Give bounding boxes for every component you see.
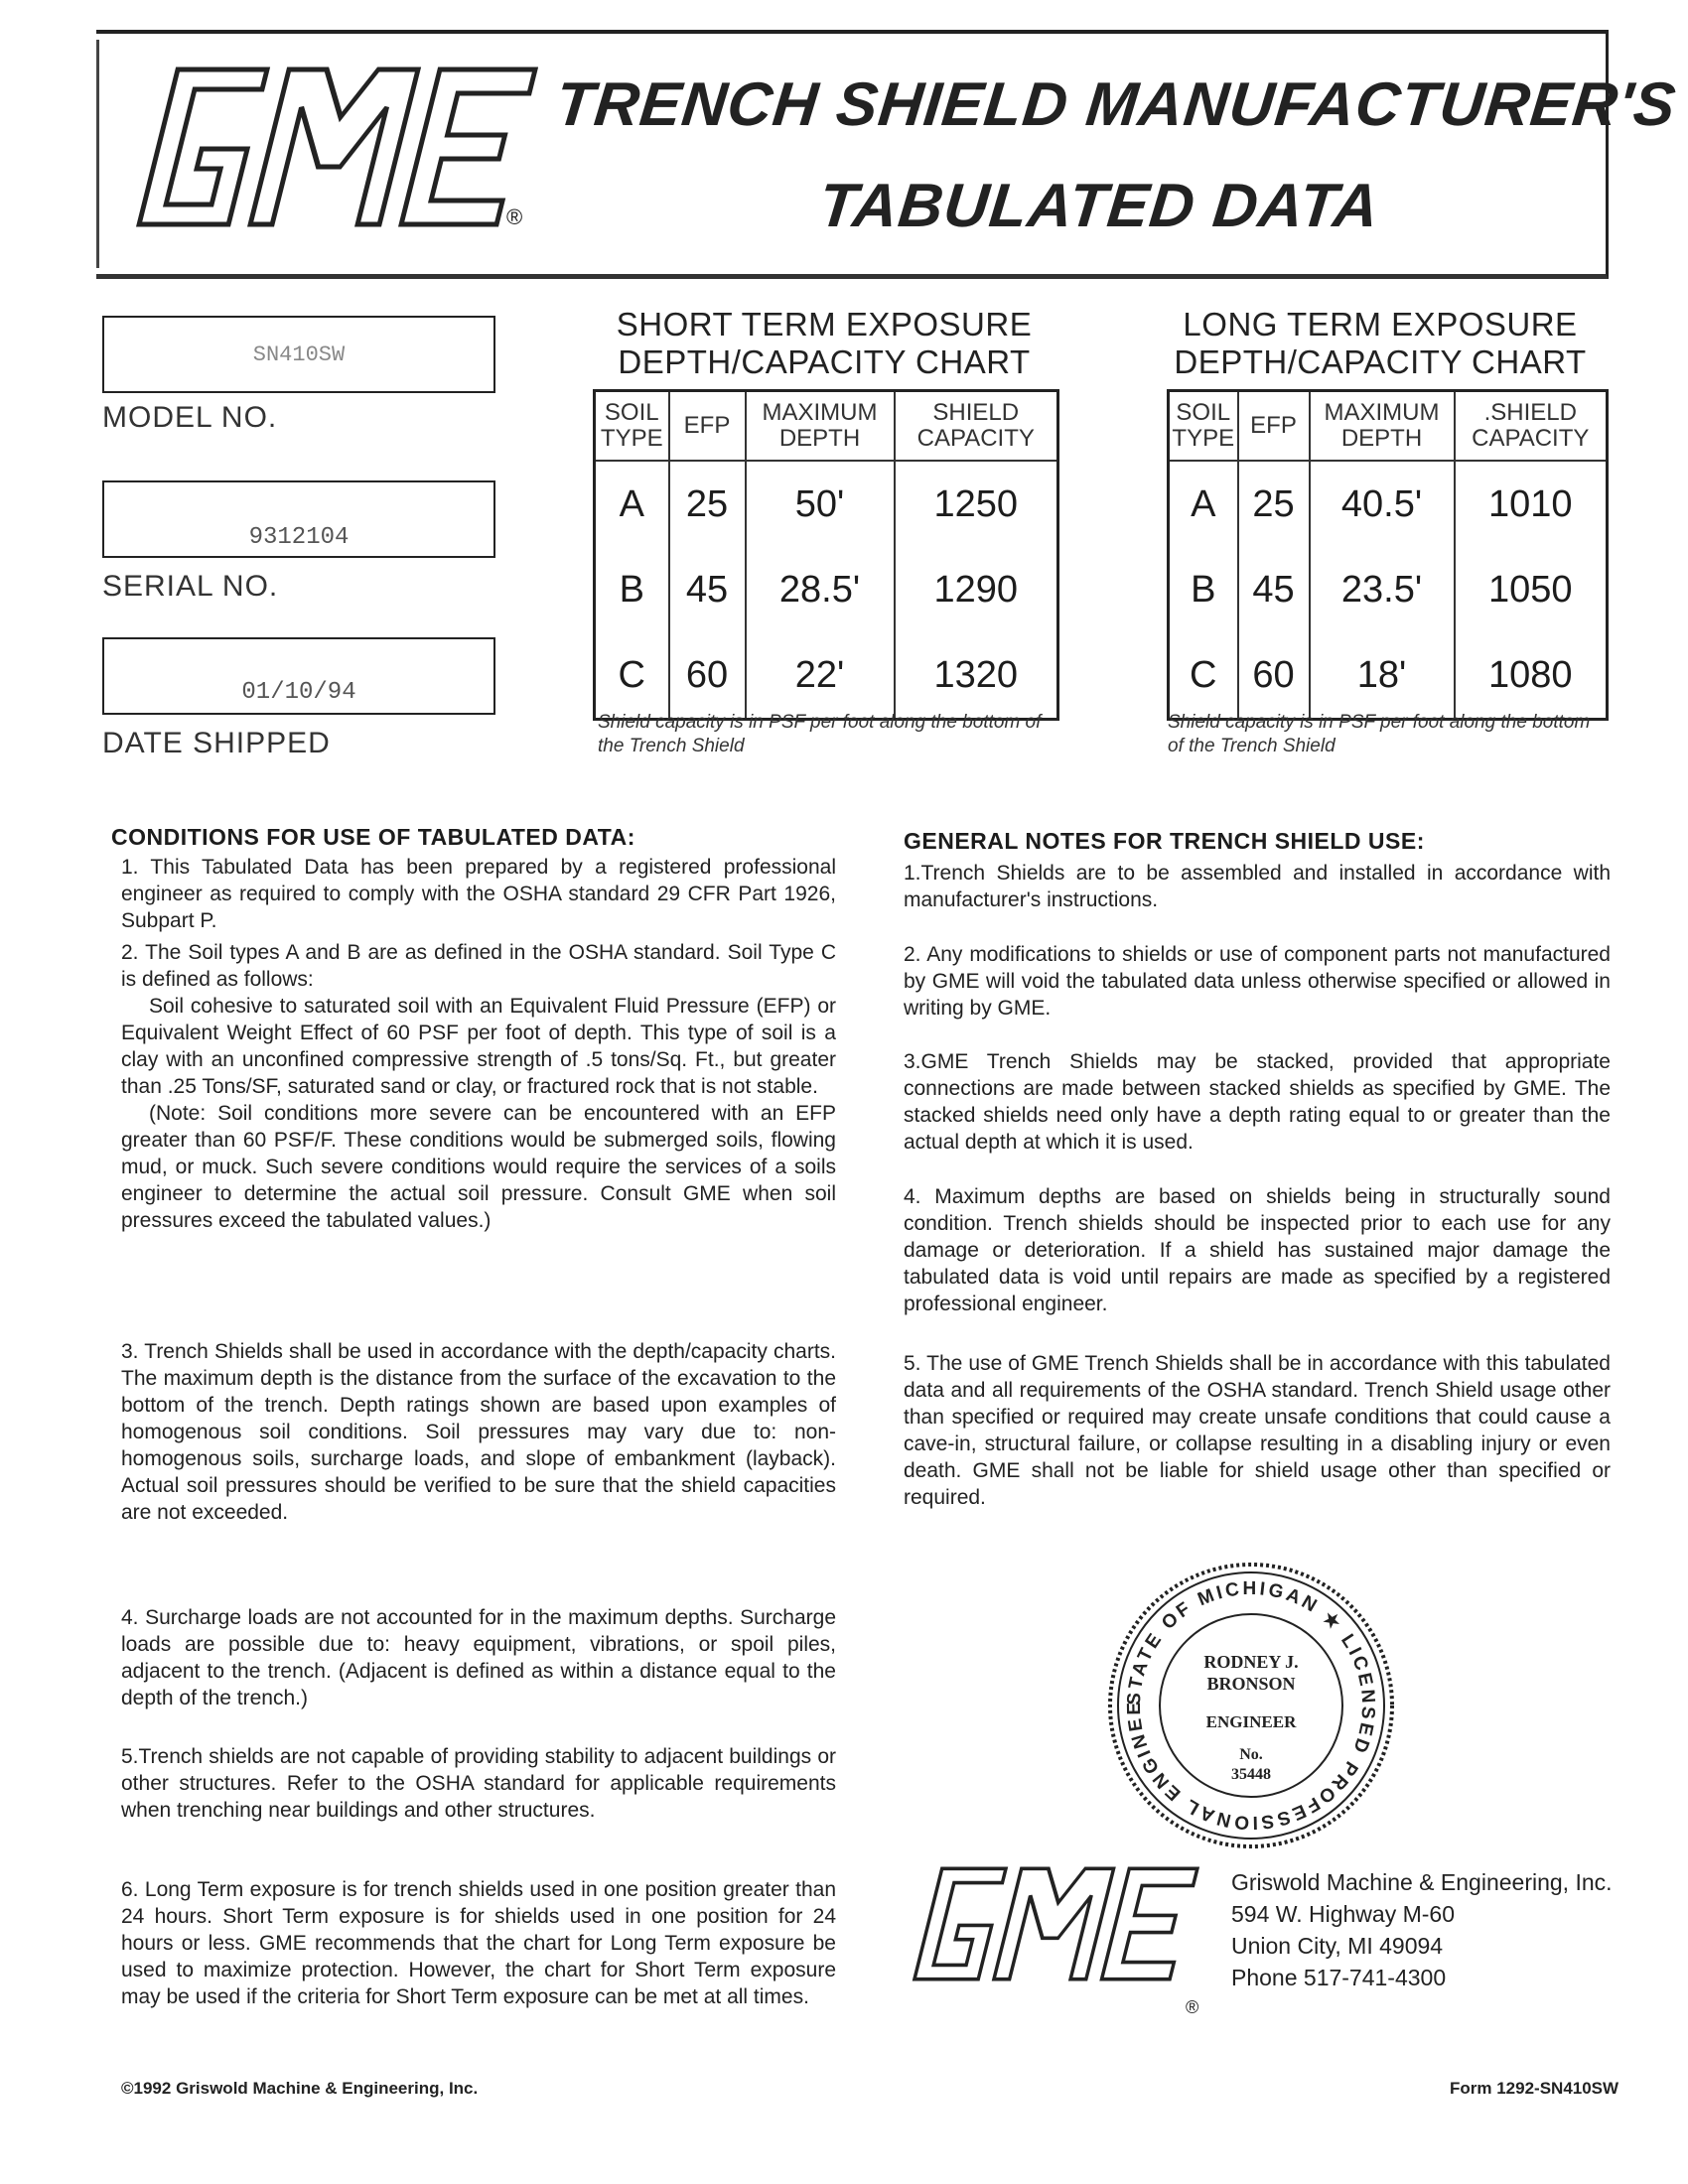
conditions-item-4: 4. Surcharge loads are not accounted for in the maximum depths. Surcharge loads are possible due to: heavy equipment, vibrations, or spoil piles, adjacent to the trench. (Adjacent is defined as within a distance equal to the depth of the trench.) [121,1606,836,1709]
date-value-box [102,637,495,715]
header-shield-capacity: .SHIELD CAPACITY [1455,391,1608,462]
gme-logo [121,58,538,236]
footer-registered-mark: ® [1186,1997,1199,2017]
header-shield-capacity: SHIELD CAPACITY [895,391,1058,462]
svg-text:STATE OF MICHIGAN ★ LICENSED P [1102,1557,1378,1833]
general-notes-heading: GENERAL NOTES FOR TRENCH SHIELD USE: [904,828,1425,854]
general-note-2: 2. Any modifications to shields or use of component parts not manufactured by GME will void the tabulated data unless otherwise specified or allowed in writing by GME. [904,943,1611,1020]
model-value-box [102,316,495,393]
seal-number: 35448 [1231,1766,1271,1783]
engineer-seal-graphic [1102,1557,1400,1854]
general-note-5: 5. The use of GME Trench Shields shall be in accordance with this tabulated data and all requirements of the OSHA standard. Trench Shield usage other than specified or required may create unsafe conditions that could cause a cave-in, structural failure, or collapse resulting in a disabling injury or even death. GME shall not be liable for shield usage other than specified or required. [904,1352,1611,1509]
header-maximum-depth: MAXIMUM DEPTH [1310,391,1455,462]
soil-type-cell: C [618,653,645,696]
table-row [1169,632,1608,720]
short-term-title-line2: DEPTH/CAPACITY CHART [618,343,1031,380]
table-row [1169,547,1608,632]
seal-no-label: No. [1239,1746,1263,1763]
soil-type-cell: B [619,568,644,611]
long-term-title [1162,306,1599,381]
header-soil-type: SOIL TYPE [595,391,669,462]
capacity-cell: 1290 [895,547,1058,632]
seal-name-line1: RODNEY J. [1203,1652,1299,1672]
efp-cell: 45 [1238,547,1310,632]
max-depth-cell: 23.5' [1310,547,1455,632]
form-number: Form 1292-SN410SW [1450,2079,1619,2098]
max-depth-cell: 22' [746,632,895,720]
serial-label: SERIAL NO. [102,570,279,603]
soil-type-cell: A [1191,482,1216,525]
general-note-1: 1.Trench Shields are to be assembled and installed in accordance with manufacturer's instructions. [904,862,1611,911]
soil-type-cell: A [619,482,644,525]
conditions-item-3: 3. Trench Shields shall be used in accordance with the depth/capacity charts. The maximum depth is the distance from the surface of the excavation to the bottom of the trench. Depth ratings shown are based upon examples of homogenous soil conditions. Soil pressures may vary due to: non-homogenous soils, surcharge loads, and slope of embankment (layback). Actual soil pressures should be verified to be sure that the shield capacities are not exceeded. [121,1340,836,1524]
capacity-cell: 1250 [895,461,1058,547]
copyright: ©1992 Griswold Machine & Engineering, Inc. [121,2079,479,2098]
conditions-item-2-intro: 2. The Soil types A and B are as defined in the OSHA standard. Soil Type C is defined as follows: [121,941,836,991]
general-note-4: 4. Maximum depths are based on shields being in structurally sound condition. Trench shields should be inspected prior to each use for any damage or deterioration. If a shield has sustained major damage the tabulated data is void until repairs are made as specified by a registered professional engineer. [904,1185,1611,1315]
seal-name-line2: BRONSON [1206,1674,1296,1694]
conditions-item-6: 6. Long Term exposure is for trench shields used in one position greater than 24 hours. Short Term exposure is for shields used in one position for 24 hours or less. GME recommends that the chart for Long Term exposure be used to maximize protection. However, the chart for Short Term exposure may be used if the criteria for Short Term exposure can be met at all times. [121,1878,836,2008]
long-term-title-line2: DEPTH/CAPACITY CHART [1174,343,1587,380]
seal-ring-text: STATE OF MICHIGAN ★ LICENSED PROFESSIONAL ENGINEE [1123,1577,1379,1834]
company-phone: Phone 517-741-4300 [1231,1965,1447,1990]
long-term-table [1167,389,1609,721]
header-soil-type: SOIL TYPE [1169,391,1238,462]
table-row [595,461,1058,547]
conditions-heading: CONDITIONS FOR USE OF TABULATED DATA: [111,824,635,850]
max-depth-cell: 28.5' [746,547,895,632]
short-term-title-line1: SHORT TERM EXPOSURE [616,306,1033,342]
conditions-item-2-soil-c: Soil cohesive to saturated soil with an Equivalent Fluid Pressure (EFP) or Equivalent Weight Effect of 60 PSF per foot of depth. This type of soil is a clay with an unconfined compressive strength of .5 tons/Sq. Ft., but greater than .25 Tons/SF, saturated sand or clay, or fractured rock that is not stable. [121,995,836,1098]
serial-value: 9312104 [248,523,350,551]
efp-cell: 25 [1238,461,1310,547]
efp-cell: 60 [1238,632,1310,720]
header-efp: EFP [1238,391,1310,462]
conditions-item-2-note: (Note: Soil conditions more severe can be encountered with an EFP greater than 60 PSF/F. These conditions would be submerged soils, flowing mud, or muck. Such severe conditions would require the services of a soils engineer to determine the actual soil pressure. Consult GME when soil pressures exceed the tabulated values.) [121,1102,836,1232]
table-header-row [595,391,1058,462]
short-term-table [593,389,1059,721]
title-line-1: TRENCH SHIELD MANUFACTURER'S [552,70,1680,139]
conditions-item-1: 1. This Tabulated Data has been prepared by a registered professional engineer as required to comply with the OSHA standard 29 CFR Part 1926, Subpart P. [121,856,836,932]
max-depth-cell: 50' [746,461,895,547]
conditions-item-2 [121,939,836,1234]
soil-type-cell: B [1191,568,1216,611]
gme-footer-logo-graphic [902,1854,1199,1993]
model-label: MODEL NO. [102,401,278,434]
gme-footer-logo [902,1854,1199,1993]
engineer-seal [1102,1557,1400,1854]
short-term-title [586,306,1062,381]
date-value: 01/10/94 [241,678,356,706]
model-value: SN410SW [252,341,346,367]
title-line-2: TABULATED DATA [815,172,1383,240]
long-term-title-line1: LONG TERM EXPOSURE [1183,306,1578,342]
table-header-row [1169,391,1608,462]
registered-mark: ® [506,205,523,229]
company-address [1231,1866,1613,1993]
general-note-3: 3.GME Trench Shields may be stacked, provided that appropriate connections are made between stacked shields as specified by GME. The stacked shields need only have a depth rating equal to or greater than the actual depth at which it is used. [904,1050,1611,1154]
capacity-cell: 1320 [895,632,1058,720]
gme-logo-graphic [121,58,538,236]
company-city: Union City, MI 49094 [1231,1933,1444,1959]
header-left-rule [96,40,99,268]
table-row [595,632,1058,720]
serial-value-box [102,480,495,558]
short-term-note: Shield capacity is in PSF per foot along the bottom of the Trench Shield [598,712,1042,756]
max-depth-cell: 40.5' [1310,461,1455,547]
company-street: 594 W. Highway M-60 [1231,1901,1455,1927]
max-depth-cell: 18' [1310,632,1455,720]
table-row [1169,461,1608,547]
efp-cell: 60 [669,632,746,720]
date-label: DATE SHIPPED [102,727,331,759]
company-name: Griswold Machine & Engineering, Inc. [1231,1869,1613,1895]
header-maximum-depth: MAXIMUM DEPTH [746,391,895,462]
efp-cell: 25 [669,461,746,547]
efp-cell: 45 [669,547,746,632]
capacity-cell: 1080 [1455,632,1608,720]
long-term-note: Shield capacity is in PSF per foot along the bottom of the Trench Shield [1168,712,1591,756]
header-efp: EFP [669,391,746,462]
seal-title: ENGINEER [1205,1712,1297,1731]
capacity-cell: 1010 [1455,461,1608,547]
soil-type-cell: C [1190,653,1217,696]
table-row [595,547,1058,632]
conditions-item-5: 5.Trench shields are not capable of providing stability to adjacent buildings or other structures. Refer to the OSHA standard for applicable requirements when trenching near buildings and other structures. [121,1745,836,1822]
capacity-cell: 1050 [1455,547,1608,632]
